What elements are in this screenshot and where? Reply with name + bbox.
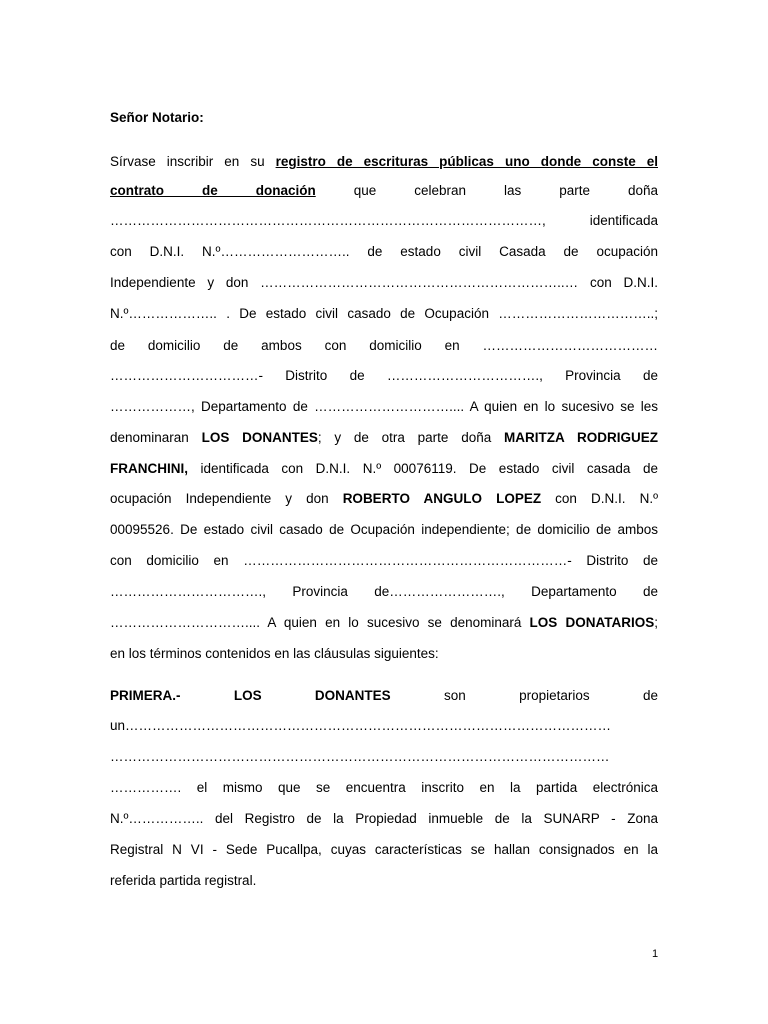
text-line: ocupación Independiente y don ROBERTO ANGULO LOPEZ con D.N.I. N.º xyxy=(110,491,659,506)
text-line: en los términos contenidos en las cláusulas siguientes: xyxy=(110,646,439,661)
text-line: N.º……………….. . De estado civil casado de Ocupación ……………………………..; xyxy=(110,306,658,321)
text-line: un……………………………………………………………………………………………… xyxy=(110,718,612,733)
text-line: Sírvase inscribir en su registro de escrituras públicas uno donde conste el xyxy=(110,154,658,169)
text-line: contrato de donación que celebran las parte doña xyxy=(110,183,658,198)
emphasis-text: contrato de donación xyxy=(110,183,316,198)
text-line: ……………………………., Provincia de……………………., Departamento de xyxy=(110,584,658,599)
text-line: N.º…………….. del Registro de la Propiedad inmueble de la SUNARP - Zona xyxy=(110,811,658,826)
text-line: PRIMERA.- LOS DONANTES son propietarios de xyxy=(110,688,658,703)
text-line: ………………………….... A quien en lo sucesivo se denominará LOS DONATARIOS; xyxy=(110,615,658,630)
text-line: 00095526. De estado civil casado de Ocupación independiente; de domicilio de ambos xyxy=(110,522,658,537)
text-line: referida partida registral. xyxy=(110,873,257,888)
text-line: FRANCHINI, identificada con D.N.I. N.º 00076119. De estado civil casada de xyxy=(110,461,658,476)
salutation: Señor Notario: xyxy=(110,110,204,125)
text-line: con D.N.I. N.º……………………….. de estado civil Casada de ocupación xyxy=(110,244,658,259)
bold-text: FRANCHINI, xyxy=(110,461,188,476)
text-line: de domicilio de ambos con domicilio en ………………………………… xyxy=(110,338,658,353)
bold-text: LOS DONATARIOS xyxy=(529,615,655,630)
text-line: ……………………………………………………………………………………, identificada xyxy=(110,213,658,228)
text-line: ……………. el mismo que se encuentra inscrito en la partida electrónica xyxy=(110,780,658,795)
text-line: ……………………………- Distrito de ……………………………., Provincia de xyxy=(110,368,658,383)
bold-text: ROBERTO ANGULO LOPEZ xyxy=(342,491,542,506)
text-line: ………………………………………………………………………………………………… xyxy=(110,749,610,764)
text-line: denominaran LOS DONANTES; y de otra parte doña MARITZA RODRIGUEZ xyxy=(110,430,658,445)
text-line: Registral N VI - Sede Pucallpa, cuyas características se hallan consignados en la xyxy=(110,842,658,857)
emphasis-text: registro de escrituras públicas uno donde conste el xyxy=(275,154,658,169)
page-number: 1 xyxy=(652,948,659,960)
text-line: con domicilio en ………………………………………………………………- Distrito de xyxy=(110,553,658,568)
text-line: Independiente y don …………………………………………………………..… con D.N.I. xyxy=(110,275,658,290)
bold-text: LOS DONANTES xyxy=(201,430,318,445)
text-line: ………………, Departamento de ………………………….... A quien en lo sucesivo se les xyxy=(110,399,658,414)
bold-text: MARITZA RODRIGUEZ xyxy=(503,430,658,445)
bold-text: PRIMERA.- LOS DONANTES xyxy=(110,688,391,703)
